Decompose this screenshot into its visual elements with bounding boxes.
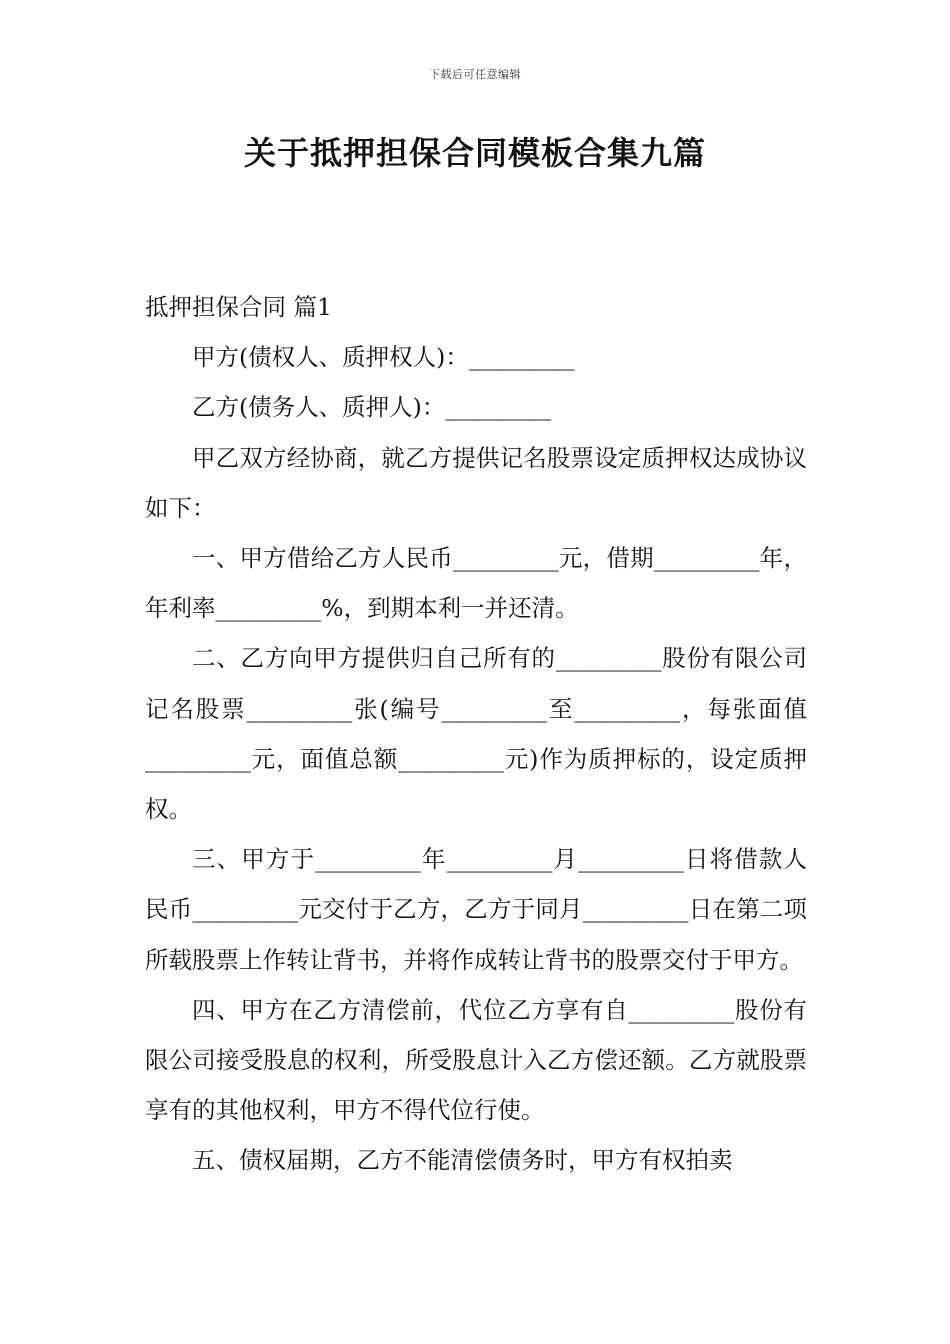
clause-3: 三、甲方于_________年_________月_________日将借款人民币_________元交付于乙方，乙方于同月_________日在第二项所载股票上作转让背书，并将作成转让背书的股票交付于甲方。 <box>145 845 807 974</box>
clause-5: 五、债权届期，乙方不能清偿债务时，甲方有权拍卖 <box>192 1146 733 1175</box>
section-heading: 抵押担保合同 篇1 <box>145 293 332 321</box>
clause-2: 二、乙方向甲方提供归自己所有的_________股份有限公司记名股票_________张(编号_________至_________，每张面值_________元，面值总额_________元)作为质押标的，设定质押权。 <box>145 644 807 824</box>
clause-1: 一、甲方借给乙方人民币_________元，借期_________年，年利率_________%，到期本利一并还清。 <box>145 544 807 623</box>
header-note: 下载后可任意编辑 <box>429 68 521 81</box>
document-body <box>145 282 807 1186</box>
document-title: 关于抵押担保合同模板合集九篇 <box>243 134 706 172</box>
clause-4: 四、甲方在乙方清偿前，代位乙方享有自_________股份有限公司接受股息的权利，所受股息计入乙方偿还额。乙方就股票享有的其他权利，甲方不得代位行使。 <box>145 995 807 1125</box>
party-b-line: 乙方(债务人、质押人)：_________ <box>192 393 552 422</box>
preamble-paragraph: 甲乙双方经协商，就乙方提供记名股票设定质押权达成协议如下： <box>145 443 807 522</box>
party-a-line: 甲方(债权人、质押权人)：_________ <box>192 343 575 372</box>
